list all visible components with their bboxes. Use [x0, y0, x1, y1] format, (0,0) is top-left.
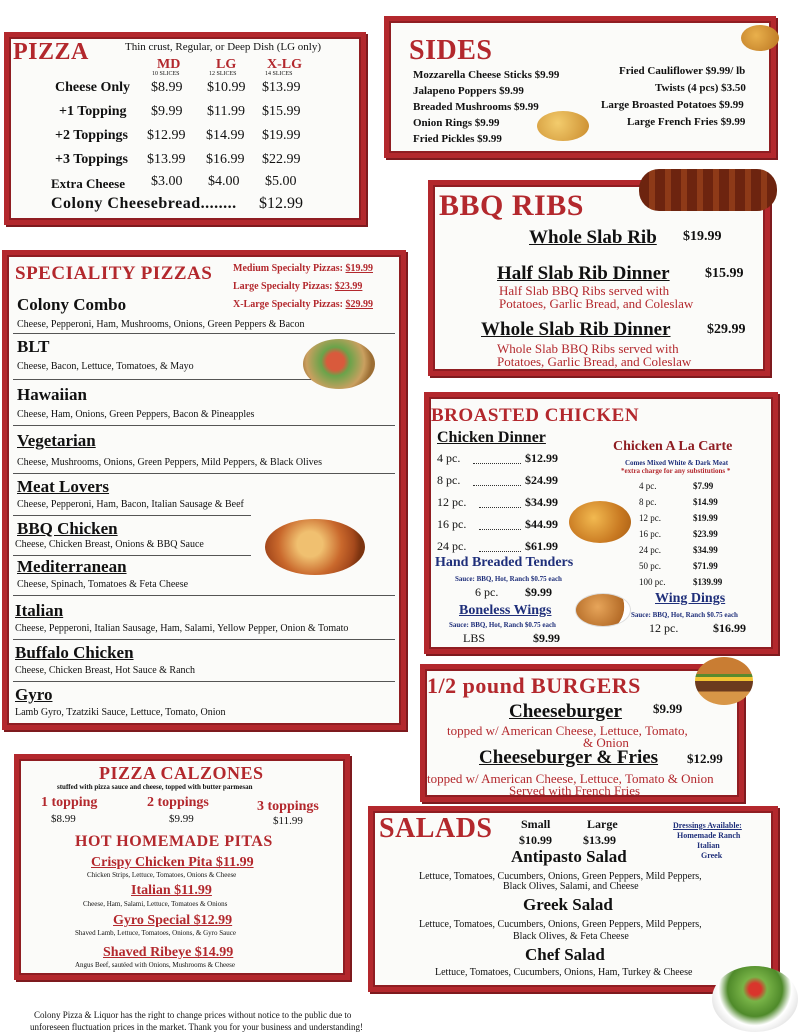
- side-item: Large French Fries $9.99: [627, 116, 746, 128]
- size-md-slices: 10 SLICES: [152, 71, 180, 77]
- pizza-price-xlg: $5.00: [265, 174, 297, 189]
- specialty-item-name: Colony Combo: [17, 295, 127, 314]
- pizza-price-lg: $11.99: [207, 104, 245, 119]
- specialty-item-name: Gyro: [15, 685, 53, 704]
- piece-count: 12 pc.: [437, 495, 467, 509]
- specialty-price-label: Medium Specialty Pizzas:: [233, 263, 343, 274]
- pizza-row-label: +1 Topping: [59, 104, 127, 119]
- pizza-price-md: $9.99: [151, 104, 183, 119]
- salads-panel: [368, 806, 778, 992]
- calzone-option-label: 1 topping: [41, 795, 98, 810]
- cheesebread-price: $12.99: [259, 195, 303, 212]
- specialty-item-desc: Cheese, Pepperoni, Ham, Bacon, Italian Sausage & Beef: [17, 499, 244, 510]
- divider: [13, 555, 251, 556]
- tenders-price: $9.99: [525, 585, 552, 599]
- specialty-price-value: $23.99: [334, 281, 363, 292]
- boneless-wings-title: Boneless Wings: [459, 603, 552, 618]
- alacarte-price: $23.99: [693, 529, 718, 539]
- chicken-dinner-price: $24.99: [525, 473, 558, 487]
- cheeseburger-fries-name: Cheeseburger & Fries: [479, 747, 659, 768]
- divider: [13, 473, 395, 474]
- pizza-price-xlg: $15.99: [262, 104, 301, 119]
- alacarte-price: $139.99: [693, 577, 723, 587]
- chicken-alacarte-title: Chicken A La Carte: [613, 439, 733, 454]
- alacarte-price: $71.99: [693, 561, 718, 571]
- tenders-title: Hand Breaded Tenders: [435, 555, 574, 570]
- pita-desc: Cheese, Ham, Salami, Lettuce, Tomatoes & Onions: [83, 900, 228, 908]
- specialty-price-xlg: [233, 299, 373, 310]
- specialty-item-desc: Cheese, Chicken Breast, Onions & BBQ Sauce: [15, 539, 204, 550]
- specialty-item-desc: Cheese, Chicken Breast, Hot Sauce & Ranch: [15, 665, 195, 676]
- specialty-item-desc: Cheese, Spinach, Tomatoes & Feta Cheese: [17, 579, 189, 590]
- salad-desc: Lettuce, Tomatoes, Cucumbers, Onions, Green Peppers, Mild Peppers,: [419, 919, 702, 930]
- specialty-price-label: X-Large Specialty Pizzas:: [233, 299, 343, 310]
- chicken-dinner-row: [437, 473, 460, 488]
- chicken-dinner-row: [437, 495, 466, 510]
- piece-count: 24 pc.: [437, 539, 467, 553]
- boneless-wings-unit: LBS: [463, 631, 486, 645]
- boneless-wings-image: [575, 593, 631, 627]
- sides-title: SIDES: [409, 35, 493, 66]
- footer-line-1: Colony Pizza & Liquor has the right to change prices without notice to the public due to: [34, 1010, 352, 1020]
- large-price: $13.99: [583, 833, 616, 847]
- bbq-ribs-title: BBQ RIBS: [439, 189, 584, 222]
- boneless-wings-sauce: Sauce: BBQ, Hot, Ranch $0.75 each: [449, 621, 556, 629]
- alacarte-price: $19.99: [693, 513, 718, 523]
- burgers-panel: [420, 664, 744, 802]
- dotted-leader: [473, 485, 521, 486]
- specialty-item-name: Buffalo Chicken: [15, 643, 134, 662]
- salad-name: Antipasto Salad: [511, 847, 627, 866]
- divider: [13, 639, 395, 640]
- boneless-wings-price: $9.99: [533, 631, 560, 645]
- small-label: Small: [521, 817, 551, 831]
- tenders-pc: 6 pc.: [475, 585, 499, 599]
- pizza-panel: [4, 32, 366, 225]
- pizza-row-label: Extra Cheese: [51, 176, 126, 191]
- pizza-price-xlg: $13.99: [262, 80, 301, 95]
- chicken-dinner-price: $44.99: [525, 517, 558, 531]
- tenders-sauce: Sauce: BBQ, Hot, Ranch $0.75 each: [455, 575, 562, 583]
- chicken-title: BROASTED CHICKEN: [431, 405, 640, 426]
- specialty-item-name: BBQ Chicken: [17, 519, 118, 538]
- specialty-item-desc: Cheese, Bacon, Lettuce, Tomatoes, & Mayo: [17, 361, 194, 372]
- wing-dings-title: Wing Dings: [655, 591, 726, 606]
- dressing-option: Greek: [701, 851, 723, 860]
- pizza-price-md: $8.99: [151, 80, 183, 95]
- alacarte-note-1: Comes Mixed White & Dark Meat: [625, 459, 729, 467]
- specialty-title: SPECIALITY PIZZAS: [15, 263, 213, 284]
- sides-panel: [384, 16, 776, 158]
- piece-count: 50 pc.: [639, 561, 661, 571]
- specialty-item-desc: Cheese, Pepperoni, Italian Sausage, Ham, Salami, Yellow Pepper, Onion & Tomato: [15, 623, 349, 634]
- salad-name: Greek Salad: [523, 895, 613, 914]
- chicken-dinner-row: [437, 451, 460, 466]
- size-lg-slices: 12 SLICES: [209, 71, 237, 77]
- burger-image: [695, 657, 753, 705]
- salads-title: SALADS: [379, 813, 493, 844]
- pita-name: Crispy Chicken Pita $11.99: [91, 855, 254, 870]
- onion-rings-image: [537, 111, 589, 141]
- piece-count: 4 pc.: [437, 451, 461, 465]
- divider: [13, 425, 395, 426]
- piece-count: 4 pc.: [639, 481, 657, 491]
- dotted-leader: [479, 507, 521, 508]
- side-item: Jalapeno Poppers $9.99: [413, 85, 524, 97]
- dotted-leader: [479, 551, 521, 552]
- wing-dings-price: $16.99: [713, 621, 746, 635]
- side-item: Fried Cauliflower $9.99/ lb: [619, 65, 746, 77]
- cheeseburger-desc-1: topped w/ American Cheese, Lettuce, Tomato,: [447, 723, 688, 738]
- broasted-chicken-panel: [424, 392, 778, 654]
- alacarte-price: $34.99: [693, 545, 718, 555]
- dotted-leader: [479, 529, 521, 530]
- side-item: Breaded Mushrooms $9.99: [413, 101, 539, 113]
- chicken-dinner-row: [437, 517, 466, 532]
- half-slab-dinner-price: $15.99: [705, 266, 744, 281]
- size-xlg-slices: 14 SLICES: [265, 71, 293, 77]
- pizza-price-lg: $14.99: [206, 128, 245, 143]
- specialty-price-value: $19.99: [345, 263, 373, 274]
- pita-desc: Angus Beef, sautéed with Onions, Mushrooms & Cheese: [75, 961, 236, 969]
- whole-slab-rib-name: Whole Slab Rib: [529, 227, 657, 248]
- footer-line-2: unforeseen fluctuation prices in the market. Thank you for your business and understanding!: [30, 1022, 363, 1032]
- calzones-panel: [14, 754, 350, 980]
- calzone-option-label: 3 toppings: [257, 799, 319, 814]
- piece-count: 16 pc.: [437, 517, 467, 531]
- pita-desc: Shaved Lamb, Lettuce, Tomatoes, Onions, & Gyro Sauce: [75, 929, 236, 937]
- chicken-dinner-row: [437, 539, 466, 554]
- specialty-pizzas-panel: [2, 250, 406, 730]
- specialty-item-desc: Cheese, Pepperoni, Ham, Mushrooms, Onions, Green Peppers & Bacon: [17, 319, 305, 330]
- specialty-item-name: Hawaiian: [17, 385, 87, 404]
- specialty-item-name: Meat Lovers: [17, 477, 110, 496]
- cheeseburger-price: $9.99: [653, 701, 683, 716]
- chicken-dinner-price: $61.99: [525, 539, 558, 553]
- pizza-price-xlg: $19.99: [262, 128, 301, 143]
- alacarte-price: $7.99: [693, 481, 714, 491]
- side-item: Fried Pickles $9.99: [413, 133, 502, 145]
- piece-count: 24 pc.: [639, 545, 661, 555]
- pitas-title: HOT HOMEMADE PITAS: [75, 833, 273, 850]
- side-item: Large Broasted Potatoes $9.99: [601, 99, 744, 111]
- side-item: Twists (4 pcs) $3.50: [655, 82, 746, 94]
- dressing-option: Italian: [697, 841, 720, 850]
- side-item: Onion Rings $9.99: [413, 117, 500, 129]
- size-lg: LG: [216, 57, 237, 72]
- specialty-item-desc: Cheese, Ham, Onions, Green Peppers, Bacon & Pineapples: [17, 409, 255, 420]
- divider: [13, 379, 311, 380]
- pizza-price-lg: $16.99: [206, 152, 245, 167]
- calzone-option-label: 2 toppings: [147, 795, 209, 810]
- alacarte-note-2: *extra charge for any substitutions *: [621, 467, 731, 475]
- half-slab-desc-2: Potatoes, Garlic Bread, and Coleslaw: [499, 296, 694, 311]
- pita-name: Italian $11.99: [131, 883, 212, 898]
- specialty-item-desc: Lamb Gyro, Tzatziki Sauce, Lettuce, Tomato, Onion: [15, 707, 226, 718]
- specialty-price-md: [233, 263, 373, 274]
- alacarte-price: $14.99: [693, 497, 718, 507]
- pizza-price-lg: $10.99: [207, 80, 246, 95]
- pizza-price-md: $13.99: [147, 152, 186, 167]
- dotted-leader: [473, 463, 521, 464]
- whole-slab-desc-1: Whole Slab BBQ Ribs served with: [497, 341, 679, 356]
- pizza-row-label: +3 Toppings: [55, 152, 128, 167]
- specialty-item-name: Italian: [15, 601, 64, 620]
- ribs-image: [639, 169, 777, 211]
- whole-slab-dinner-name: Whole Slab Rib Dinner: [481, 319, 671, 340]
- pizza-row-label: Cheese Only: [55, 80, 131, 95]
- cheeseburger-fries-desc-2: Served with French Fries: [509, 783, 641, 798]
- cheeseburger-desc-2: & Onion: [583, 735, 629, 750]
- pizza-subtitle: Thin crust, Regular, or Deep Dish (LG only): [125, 41, 321, 53]
- pizza-row-label: +2 Toppings: [55, 128, 128, 143]
- chicken-dinner-price: $12.99: [525, 451, 558, 465]
- half-slab-dinner-name: Half Slab Rib Dinner: [497, 263, 670, 284]
- specialty-price-label: Large Specialty Pizzas:: [233, 281, 333, 292]
- salad-name: Chef Salad: [525, 945, 605, 964]
- divider: [13, 681, 395, 682]
- whole-slab-rib-price: $19.99: [683, 229, 722, 244]
- piece-count: 12 pc.: [639, 513, 661, 523]
- calzone-option-price: $11.99: [273, 815, 303, 827]
- mozzarella-sticks-image: [741, 25, 779, 51]
- dressings-title: Dressings Available:: [673, 821, 742, 830]
- size-md: MD: [157, 57, 181, 72]
- wing-dings-pc: 12 pc.: [649, 621, 679, 635]
- specialty-price-value: $29.99: [345, 299, 373, 310]
- cheeseburger-fries-price: $12.99: [687, 751, 723, 766]
- calzone-option-price: $9.99: [169, 813, 194, 825]
- pizza-price-md: $3.00: [151, 174, 183, 189]
- piece-count: 100 pc.: [639, 577, 666, 587]
- chicken-dinner-price: $34.99: [525, 495, 558, 509]
- large-label: Large: [587, 817, 618, 831]
- fried-chicken-image: [569, 501, 631, 543]
- salad-desc: Black Olives, & Feta Cheese: [513, 931, 629, 942]
- specialty-item-name: BLT: [17, 337, 50, 356]
- pita-name: Shaved Ribeye $14.99: [103, 945, 234, 960]
- cheeseburger-fries-desc-1: topped w/ American Cheese, Lettuce, Tomato & Onion: [427, 771, 714, 786]
- salad-desc: Black Olives, Salami, and Cheese: [503, 881, 639, 892]
- pizza-price-lg: $4.00: [208, 174, 240, 189]
- divider: [13, 595, 395, 596]
- pizza-price-md: $12.99: [147, 128, 186, 143]
- calzones-title: PIZZA CALZONES: [99, 763, 264, 783]
- pita-name: Gyro Special $12.99: [113, 913, 233, 928]
- specialty-item-desc: Cheese, Mushrooms, Onions, Green Peppers, Mild Peppers, & Black Olives: [17, 457, 322, 468]
- pizza-title: PIZZA: [13, 39, 89, 65]
- pizza-price-xlg: $22.99: [262, 152, 301, 167]
- piece-count: 16 pc.: [639, 529, 661, 539]
- side-item: Mozzarella Cheese Sticks $9.99: [413, 69, 560, 81]
- wing-dings-sauce: Sauce: BBQ, Hot, Ranch $0.75 each: [631, 611, 738, 619]
- calzones-subtitle: stuffed with pizza sauce and cheese, topped with butter parmesan: [57, 783, 253, 791]
- specialty-item-name: Mediterranean: [17, 557, 127, 576]
- salad-desc: Lettuce, Tomatoes, Cucumbers, Onions, Ham, Turkey & Cheese: [435, 967, 693, 978]
- specialty-item-name: Vegetarian: [17, 431, 96, 450]
- blt-pizza-image: [303, 339, 375, 389]
- divider: [13, 515, 251, 516]
- whole-slab-desc-2: Potatoes, Garlic Bread, and Coleslaw: [497, 354, 692, 369]
- piece-count: 8 pc.: [639, 497, 657, 507]
- pita-desc: Chicken Strips, Lettuce, Tomatoes, Onions & Cheese: [87, 871, 237, 879]
- cheesebread-label: Colony Cheesebread........: [51, 195, 237, 212]
- size-xlg: X-LG: [267, 57, 302, 72]
- whole-slab-dinner-price: $29.99: [707, 322, 746, 337]
- bbq-ribs-panel: [428, 180, 770, 376]
- small-price: $10.99: [519, 833, 552, 847]
- dressing-option: Homemade Ranch: [677, 831, 741, 840]
- chicken-dinner-title: Chicken Dinner: [437, 429, 546, 446]
- bbq-chicken-pizza-image: [265, 519, 365, 575]
- salad-desc: Lettuce, Tomatoes, Cucumbers, Onions, Green Peppers, Mild Peppers,: [419, 871, 702, 882]
- burgers-title: 1/2 pound BURGERS: [427, 673, 641, 698]
- divider: [13, 333, 395, 334]
- cheeseburger-name: Cheeseburger: [509, 701, 622, 722]
- calzone-option-price: $8.99: [51, 813, 76, 825]
- salad-bowl-image: [712, 966, 798, 1032]
- piece-count: 8 pc.: [437, 473, 461, 487]
- specialty-price-lg: [233, 281, 362, 292]
- half-slab-desc-1: Half Slab BBQ Ribs served with: [499, 283, 670, 298]
